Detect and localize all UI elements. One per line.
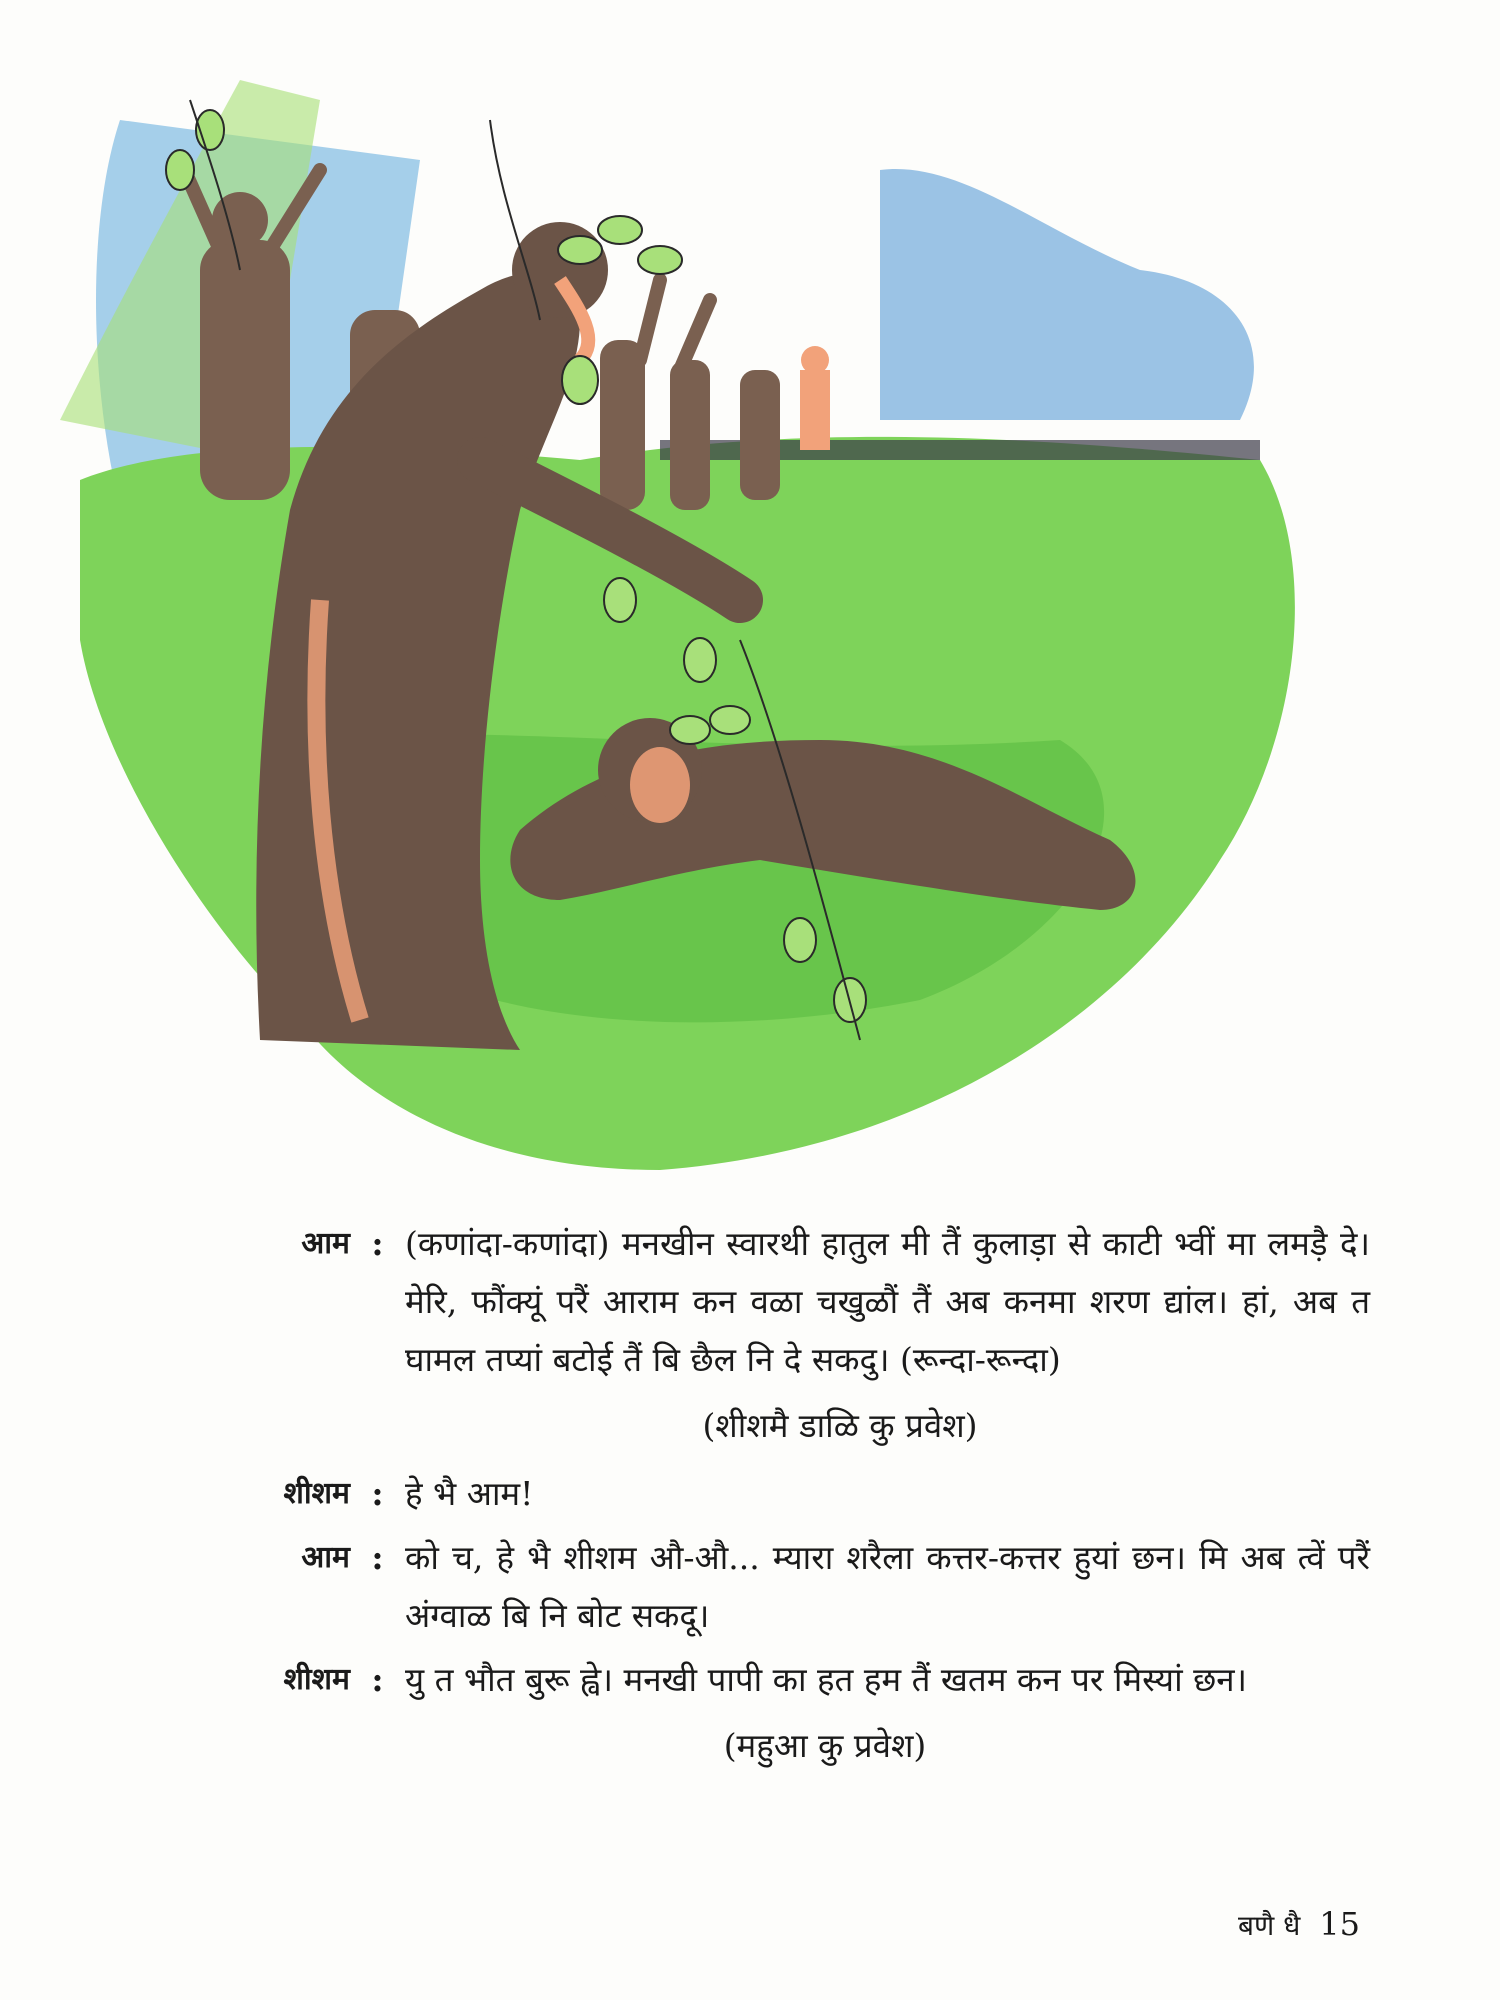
dialogue-line-aam-2 [240,1529,1370,1645]
play-dialogue [240,1215,1370,1785]
dialogue-text: हे भै आम! [405,1474,534,1513]
dialogue-line-shisham-2 [240,1651,1370,1709]
page-footer [1238,1905,1360,1944]
stage-direction: (महुआ कु प्रवेश) [723,1726,927,1765]
dialogue-line-aam-1 [240,1215,1370,1389]
speaker-colon: : [371,1660,384,1699]
page-number: 15 [1319,1905,1360,1943]
illustration-trees-scene [60,40,1320,1180]
speaker-colon: : [371,1224,384,1263]
dialogue-line-shisham-1 [240,1465,1370,1523]
stage-direction: (शीशमै डाळि कु प्रवेश) [702,1406,978,1445]
speaker-name: शीशम [283,1662,350,1697]
speaker-name: आम [301,1540,350,1575]
speaker-colon: : [371,1474,384,1513]
speaker-name: आम [301,1226,350,1261]
dialogue-text: (कणांदा-कणांदा) मनखीन स्वारथी हातुल मी तैं कुलाड़ा से काटी भ्वीं मा लमडै़ दे। मेरि, फौंक्यूं परैं आराम कन वळा चखुळौं तैं अब कनमा शरण द्यांल। हां, अब त घामल तप्यां बटोई तैं बि छैल नि दे सकदु। (रून्दा-रून्दा) [405,1224,1370,1379]
speaker-colon: : [371,1538,384,1577]
book-title: बणै धै [1238,1909,1301,1942]
dialogue-text: यु त भौत बुरू ह्वे। मनखी पापी का हत हम तैं खतम कन पर मिस्यां छन। [405,1660,1248,1699]
speaker-name: शीशम [283,1476,350,1511]
dialogue-text: को च, हे भै शीशम औ-औ... म्यारा शरैला कत्तर-कत्तर हुयां छन। मि अब त्वें परैं अंग्वाळ बि नि बोट सकदू। [405,1538,1370,1635]
